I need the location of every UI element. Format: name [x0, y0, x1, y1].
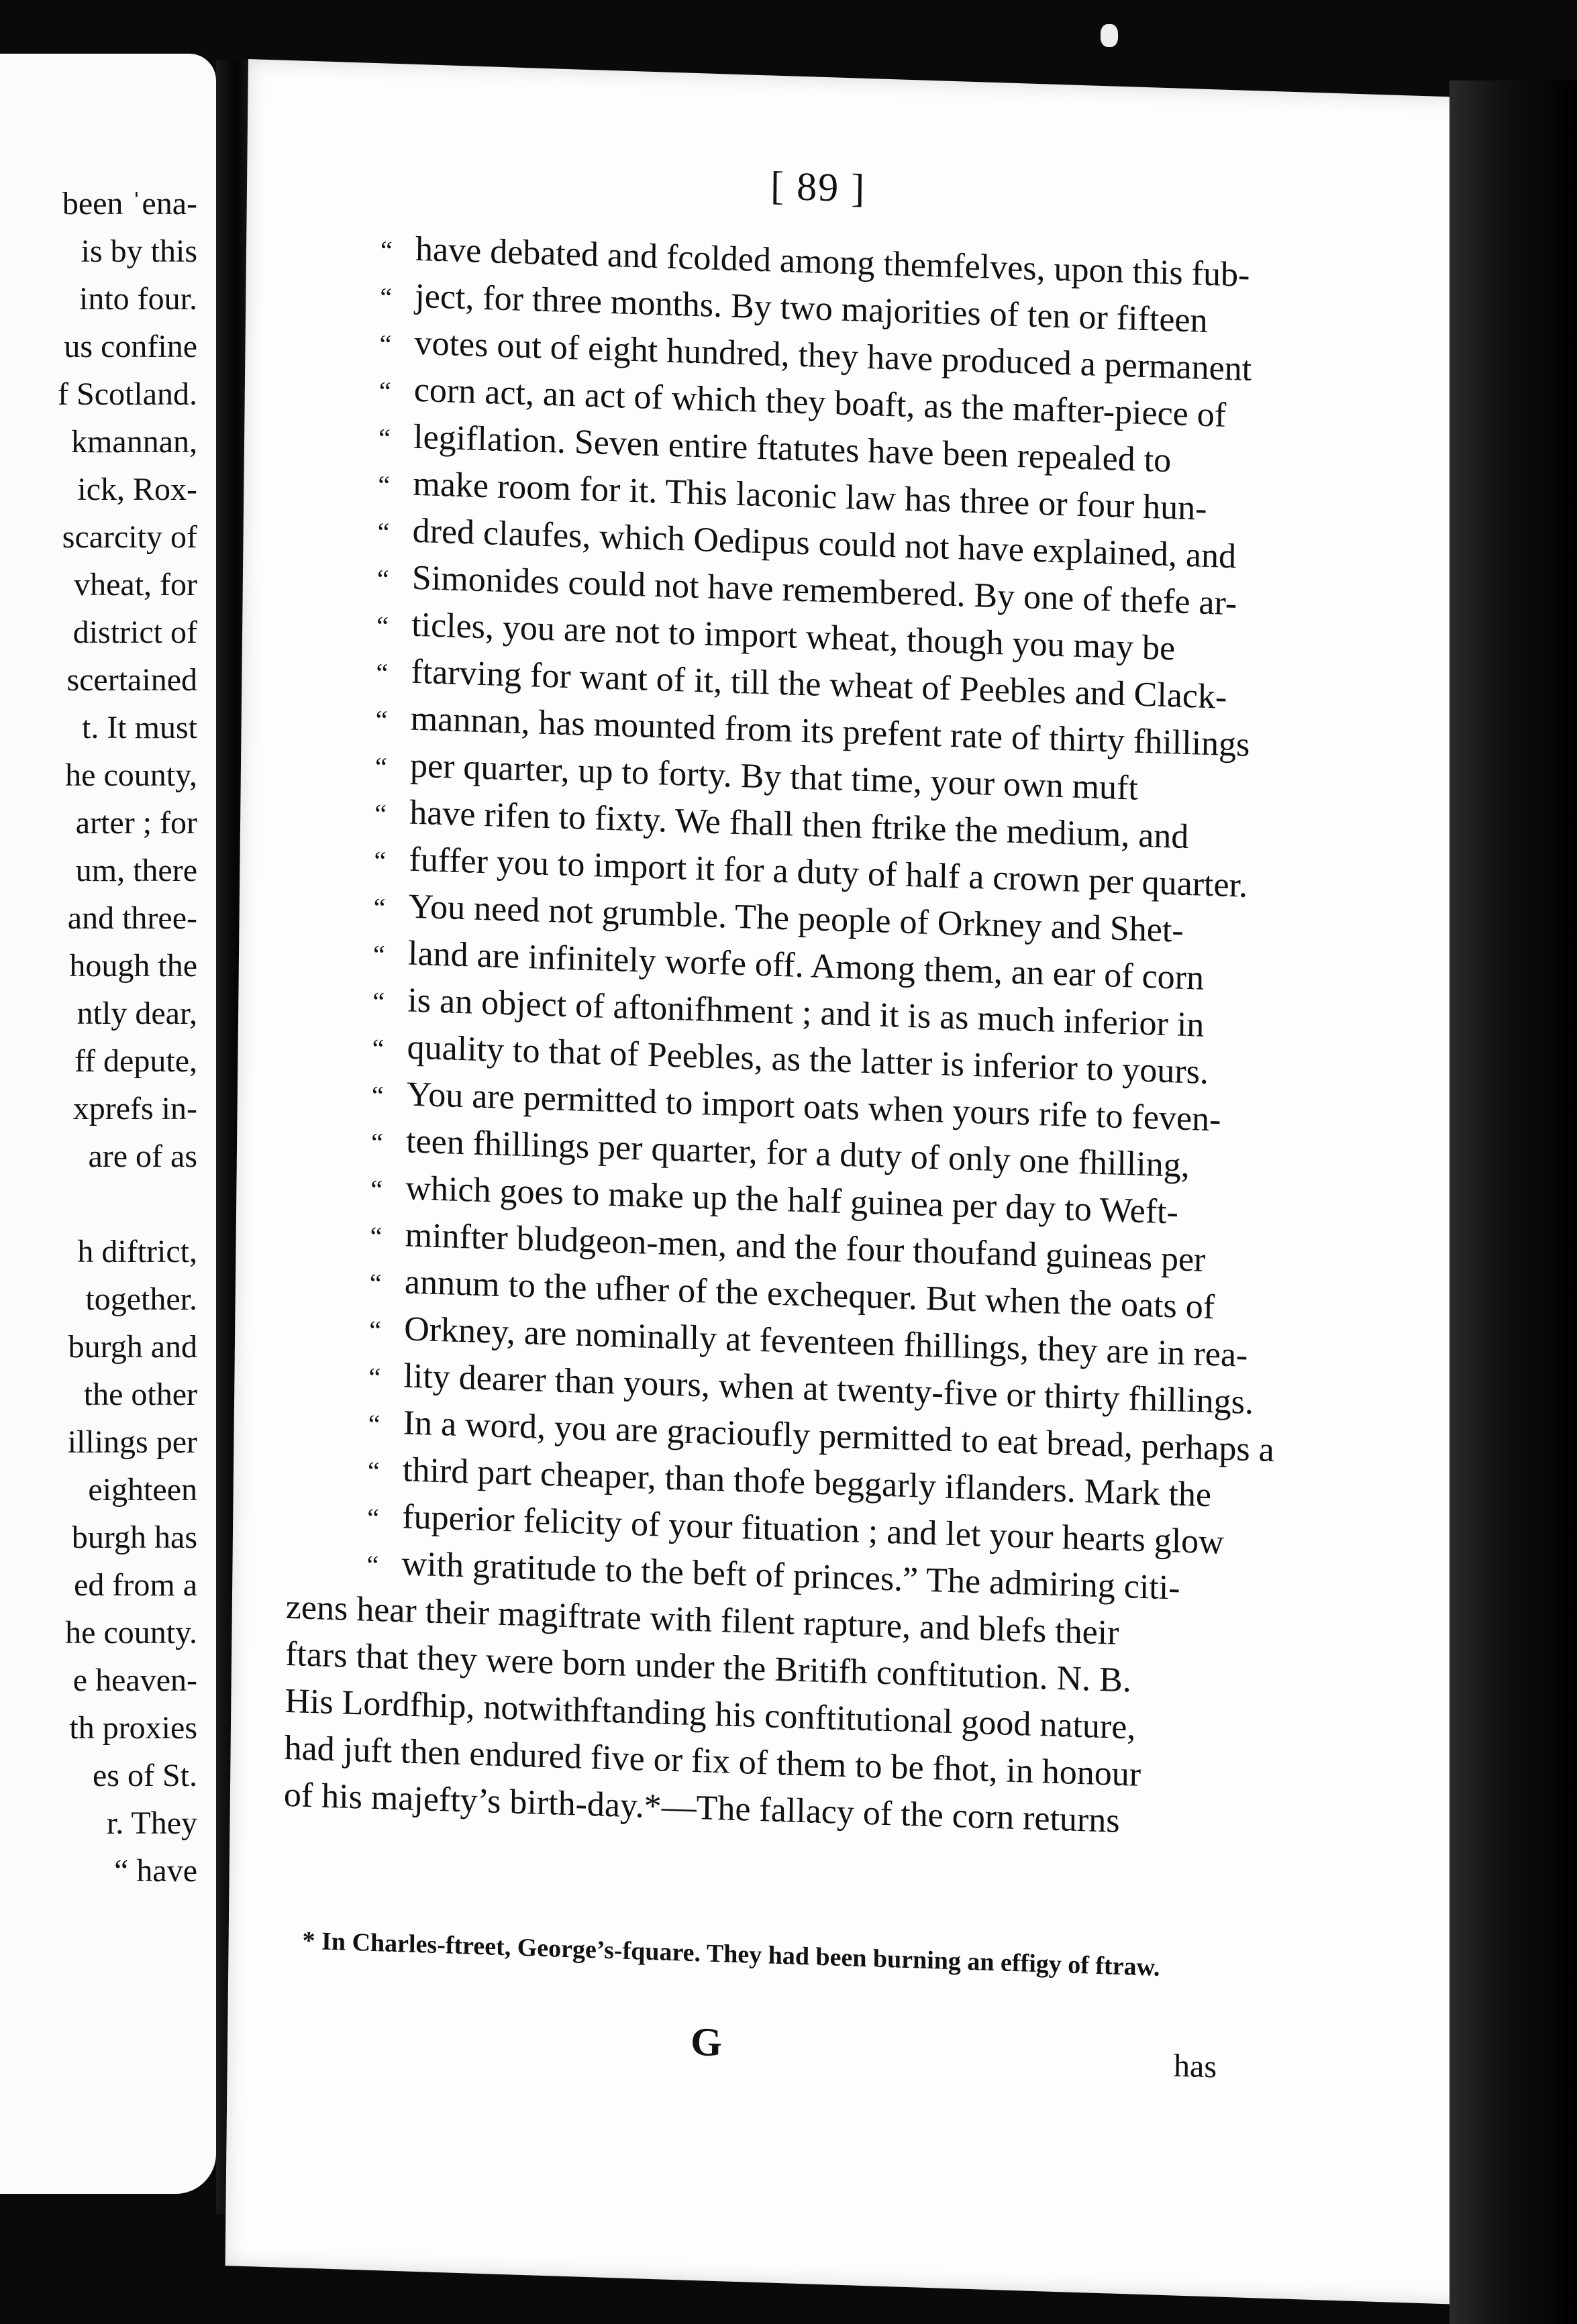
main-page — [225, 59, 1510, 2305]
line-text: make room for it. This laconic law has three or four hun- — [413, 464, 1207, 528]
quote-mark: “ — [368, 1361, 381, 1393]
line-text: You are permitted to import oats when yours rife to feven- — [406, 1075, 1221, 1139]
line-text: ticles, you are not to import wheat, though you may be — [411, 605, 1176, 668]
quote-mark: “ — [380, 282, 393, 313]
quote-mark: “ — [375, 704, 388, 735]
footnote: * In Charles-ftreet, George’s-fquare. They had been burning an effigy of ftraw. — [302, 1926, 1160, 1982]
paper-speck — [1101, 24, 1118, 47]
quote-mark: “ — [380, 235, 393, 266]
quote-mark: “ — [376, 611, 389, 641]
quote-mark: “ — [378, 376, 391, 407]
quote-mark: “ — [367, 1455, 380, 1487]
quote-mark: “ — [370, 1173, 383, 1205]
line-text: Orkney, are nominally at feventeen fhillings, they are in rea- — [403, 1310, 1248, 1375]
left-page-line: eighteen — [88, 1472, 197, 1508]
line-text: dred claufes, which Oedipus could not have explained, and — [412, 511, 1237, 576]
left-page-line: are of as — [88, 1139, 197, 1174]
left-page-line: arter ; for — [75, 805, 197, 841]
left-page-line: district of — [72, 615, 197, 650]
line-text: You need not grumble. The people of Orkney and Shet- — [408, 887, 1184, 950]
left-page-line: f Scotland. — [58, 376, 197, 412]
line-text: corn act, an act of which they boaft, as the mafter-piece of — [413, 370, 1227, 435]
line-text: with gratitude to the beft of princes.” The admiring citi- — [401, 1544, 1180, 1607]
book-edge — [1449, 81, 1577, 2324]
left-page-line: he county, — [65, 757, 197, 793]
line-text: have rifen to fixty. We fhall then ftrike the medium, and — [409, 793, 1189, 857]
line-text: ftarving for want of it, till the wheat of Peebles and Clack- — [411, 652, 1227, 717]
quote-mark: “ — [368, 1314, 382, 1346]
quote-mark: “ — [374, 798, 387, 829]
line-text: which goes to make up the half guinea per day to Weft- — [405, 1169, 1179, 1232]
line-text: mannan, has mounted from its prefent rate of thirty fhillings — [410, 699, 1250, 764]
left-page-line: and three- — [67, 900, 197, 936]
left-page-line: us confine — [64, 329, 197, 364]
line-text: quality to that of Peebles, as the latter is inferior to yours. — [407, 1028, 1209, 1092]
quote-mark: “ — [372, 1033, 385, 1064]
quote-mark: “ — [368, 1408, 380, 1440]
quote-mark: “ — [374, 845, 387, 876]
quote-mark: “ — [372, 986, 385, 1017]
quote-mark: “ — [370, 1220, 383, 1252]
line-text: ject, for three months. By two majorities of ten or fifteen — [415, 276, 1208, 340]
quote-mark: “ — [376, 564, 389, 594]
left-page-line: vheat, for — [74, 567, 197, 602]
line-text: land are infinitely worfe off. Among them, an ear of corn — [407, 934, 1205, 998]
line-text: Simonides could not have remembered. By one of thefe ar- — [411, 558, 1237, 623]
quote-mark: “ — [379, 329, 392, 360]
line-text: His Lordfhip, notwithftanding his conftitutional good nature, — [285, 1681, 1136, 1747]
line-text: minfter bludgeon-men, and the four thoufand guineas per — [405, 1216, 1206, 1279]
left-page-line: th proxies — [69, 1710, 197, 1746]
left-page-line: is by this — [81, 233, 197, 269]
left-page-line: scarcity of — [62, 519, 197, 555]
left-page-line: r. They — [106, 1805, 197, 1841]
left-page-line: es of St. — [93, 1758, 197, 1793]
quote-mark: “ — [369, 1267, 382, 1299]
quote-mark: “ — [370, 1126, 384, 1158]
line-text: legiflation. Seven entire ftatutes have been repealed to — [413, 417, 1172, 480]
left-page-line: ntly dear, — [77, 996, 197, 1031]
line-text: votes out of eight hundred, they have produced a permanent — [414, 323, 1252, 388]
catchword: has — [1173, 2048, 1217, 2085]
line-text: teen fhillings per quarter, for a duty of only one fhilling, — [405, 1122, 1190, 1185]
left-page-line: ick, Rox- — [77, 472, 197, 507]
quote-mark: “ — [377, 517, 390, 547]
quote-mark: “ — [373, 892, 386, 923]
line-text: ftars that they were born under the Britifh conftitution. N. B. — [285, 1634, 1132, 1700]
quote-mark: “ — [374, 751, 388, 782]
line-text: is an object of aftonifhment ; and it is as much inferior in — [407, 981, 1205, 1045]
quote-mark: “ — [371, 1079, 384, 1111]
left-page-line: scertained — [66, 662, 197, 698]
left-page-line: he county. — [65, 1615, 197, 1650]
line-text: fuperior felicity of your fituation ; and let your hearts glow — [402, 1497, 1225, 1562]
left-facing-page — [0, 54, 216, 2194]
line-text: third part cheaper, than thofe beggarly iflanders. Mark the — [402, 1450, 1212, 1515]
line-text: had juft then endured five or fix of them to be fhot, in honour — [284, 1728, 1141, 1794]
left-page-line: illings per — [67, 1424, 197, 1460]
left-page-line: been ˈena- — [62, 186, 197, 221]
signature-mark: G — [690, 2019, 723, 2065]
left-page-line: h diftrict, — [77, 1234, 197, 1269]
left-page-line: xprefs in- — [72, 1091, 197, 1126]
left-page-line: burgh has — [71, 1520, 197, 1555]
quote-mark: “ — [378, 423, 391, 454]
page-number: [ 89 ] — [770, 163, 866, 211]
left-page-line: hough the — [69, 948, 197, 984]
line-text: zens hear their magiftrate with filent rapture, and blefs their — [285, 1587, 1119, 1652]
left-page-line: together. — [85, 1281, 197, 1317]
left-page-line: um, there — [75, 853, 197, 888]
left-page-line: t. It must — [81, 710, 197, 745]
line-text: of his majefty’s birth-day.*—The fallacy of the corn returns — [283, 1775, 1120, 1840]
left-page-line: kmannan, — [71, 424, 197, 460]
quote-mark: “ — [367, 1502, 380, 1534]
left-page-line: the other — [83, 1377, 197, 1412]
quote-mark: “ — [376, 657, 389, 688]
left-page-line: ff depute, — [74, 1043, 197, 1079]
line-text: have debated and fcolded among themfelves, upon this fub- — [415, 229, 1250, 295]
line-text: lity dearer than yours, when at twenty-five or thirty fhillings. — [403, 1357, 1254, 1422]
quote-mark: “ — [366, 1549, 379, 1581]
line-text: fuffer you to import it for a duty of half a crown per quarter. — [409, 840, 1248, 905]
left-page-line: e heaven- — [72, 1662, 197, 1698]
line-text: per quarter, up to forty. By that time, your own muft — [409, 746, 1139, 808]
left-page-line: burgh and — [68, 1329, 197, 1365]
quote-mark: “ — [378, 470, 391, 500]
left-page-line: ed from a — [74, 1567, 197, 1603]
left-page-line: “ have — [114, 1853, 197, 1889]
line-text: annum to the ufher of the exchequer. But when the oats of — [404, 1263, 1215, 1327]
line-text: In a word, you are gracioufly permitted to eat bread, perhaps a — [403, 1404, 1275, 1470]
quote-mark: “ — [372, 939, 386, 970]
left-page-line: into four. — [79, 281, 197, 317]
